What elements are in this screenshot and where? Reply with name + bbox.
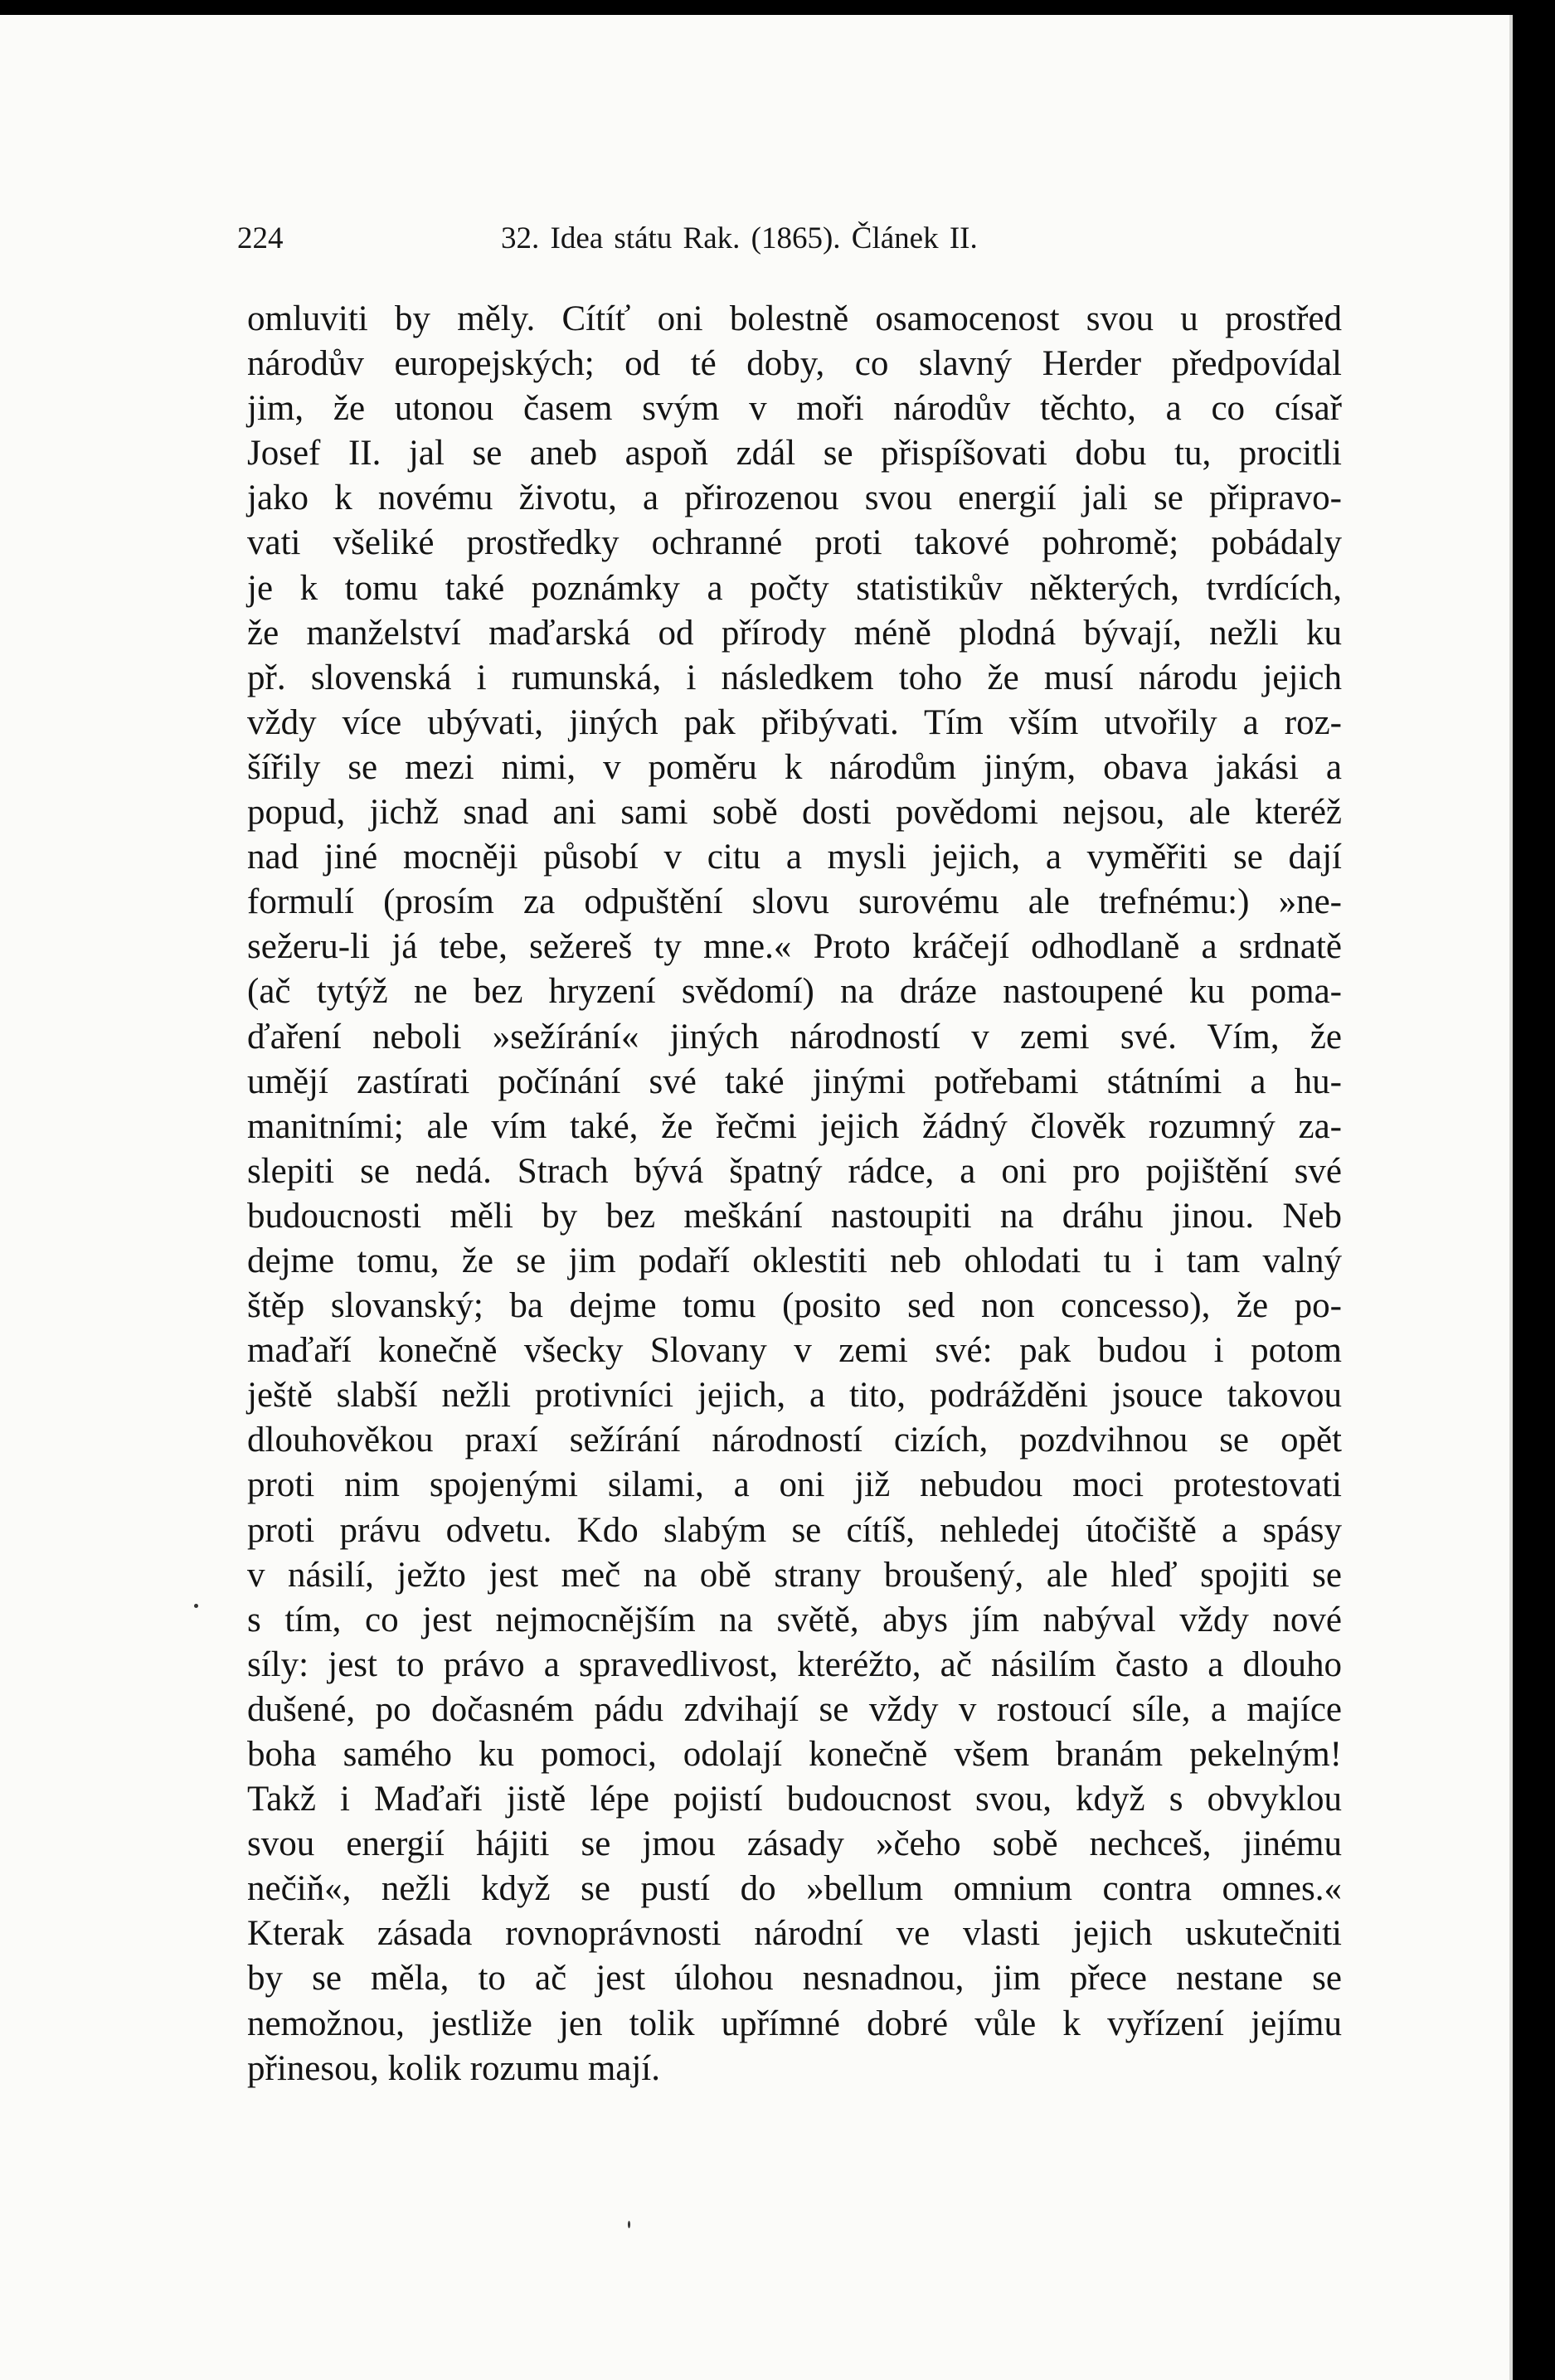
text-line: by se měla, to ač jest úlohou nesnadnou, jim přece nestane se [247,1959,1342,1999]
text-line: vždy více ubývati, jiných pak přibývati. Tím vším utvořily a roz- [247,702,1342,742]
text-line: nečiň«, nežli když se pustí do »bellum omnium contra omnes.« [247,1869,1342,1909]
text-line: formulí (prosím za odpuštění slovu surovému ale trefnému:) »ne- [247,882,1342,922]
text-line: boha samého ku pomoci, odolají konečně všem branám pekelným! [247,1735,1342,1774]
text-line: ještě slabší nežli protivníci jejich, a tito, podrážděni jsouce takovou [247,1376,1342,1416]
running-head: 32. Idea státu Rak. (1865). Článek II. [501,221,978,255]
text-line: síly: jest to právo a spravedlivost, kteréžto, ač násilím často a dlouho [247,1644,1342,1684]
text-line: jim, že utonou časem svým v moři národův těchto, a co císař [247,389,1342,429]
text-line: vati všeliké prostředky ochranné proti takové pohromě; pobádaly [247,523,1342,563]
text-line: umějí zastírati počínání své také jinými potřebami státními a hu- [247,1061,1342,1101]
text-line: budoucnosti měli by bez meškání nastoupiti na dráhu jinou. Neb [247,1196,1342,1236]
text-line: sežeru-li já tebe, sežereš ty mne.« Proto kráčejí odhodlaně a srdnatě [247,927,1342,967]
text-line: přinesou, kolik rozumu mají. [247,2048,661,2088]
scan-speck [194,1604,198,1608]
page-header [0,221,1509,270]
text-line: proti nim spojenými silami, a oni již nebudou moci protestovati [247,1465,1342,1505]
text-line: (ač tytýž ne bez hryzení svědomí) na dráze nastoupené ku poma- [247,972,1342,1012]
text-line: národův europejských; od té doby, co slavný Herder předpovídal [247,344,1342,384]
text-line: štěp slovanský; ba dejme tomu (posito sed non concesso), že po- [247,1286,1342,1326]
text-line: Kterak zásada rovnoprávnosti národní ve vlasti jejich uskutečniti [247,1914,1342,1954]
text-line: proti právu odvetu. Kdo slabým se cítíš, nehledej útočiště a spásy [247,1510,1342,1550]
text-line: maďaří konečně všecky Slovany v zemi své: pak budou i potom [247,1331,1342,1371]
page-number: 224 [237,221,284,255]
text-line: šířily se mezi nimi, v poměru k národům jiným, obava jakási a [247,747,1342,787]
body-text [247,297,1342,2091]
text-line: dušené, po dočasném pádu zdvihají se vždy v rostoucí síle, a majíce [247,1689,1342,1729]
text-line: ďaření neboli »sežírání« jiných národností v zemi své. Vím, že [247,1017,1342,1056]
text-line: že manželství maďarská od přírody méně plodná bývají, nežli ku [247,613,1342,653]
text-line: dejme tomu, že se jim podaří oklestiti neb ohlodati tu i tam valný [247,1241,1342,1280]
text-line: př. slovenská i rumunská, i následkem toho že musí národu jejich [247,658,1342,697]
book-page [0,15,1509,2380]
text-line: dlouhověkou praxí sežírání národností cizích, pozdvihnou se opět [247,1421,1342,1460]
text-line: nemožnou, jestliže jen tolik upřímné dobré vůle k vyřízení jejímu [247,2004,1342,2043]
text-line: svou energií hájiti se jmou zásady »čeho sobě nechceš, jinému [247,1824,1342,1864]
text-line: je k tomu také poznámky a počty statistikův některých, tvrdících, [247,568,1342,608]
text-line: s tím, co jest nejmocnějším na světě, abys jím nabýval vždy nové [247,1600,1342,1639]
scan-speck [628,2221,630,2228]
text-line: popud, jichž snad ani sami sobě dosti povědomi nejsou, ale kteréž [247,793,1342,833]
text-line: jako k novému životu, a přirozenou svou energií jali se připravo- [247,478,1342,518]
text-line: omluviti by měly. Cítíť oni bolestně osamocenost svou u prostřed [247,299,1342,338]
text-line: slepiti se nedá. Strach bývá špatný rádce, a oni pro pojištění své [247,1151,1342,1191]
page-edge [1509,15,1513,2380]
text-line: v násilí, ježto jest meč na obě strany broušený, ale hleď spojiti se [247,1555,1342,1595]
text-line: nad jiné mocněji působí v citu a mysli jejich, a vyměřiti se dají [247,838,1342,877]
text-line: Josef II. jal se aneb aspoň zdál se přispíšovati dobu tu, procitli [247,434,1342,474]
text-line: Takž i Maďaři jistě lépe pojistí budoucnost svou, když s obvyklou [247,1780,1342,1819]
text-line: manitními; ale vím také, že řečmi jejich žádný člověk rozumný za- [247,1106,1342,1146]
